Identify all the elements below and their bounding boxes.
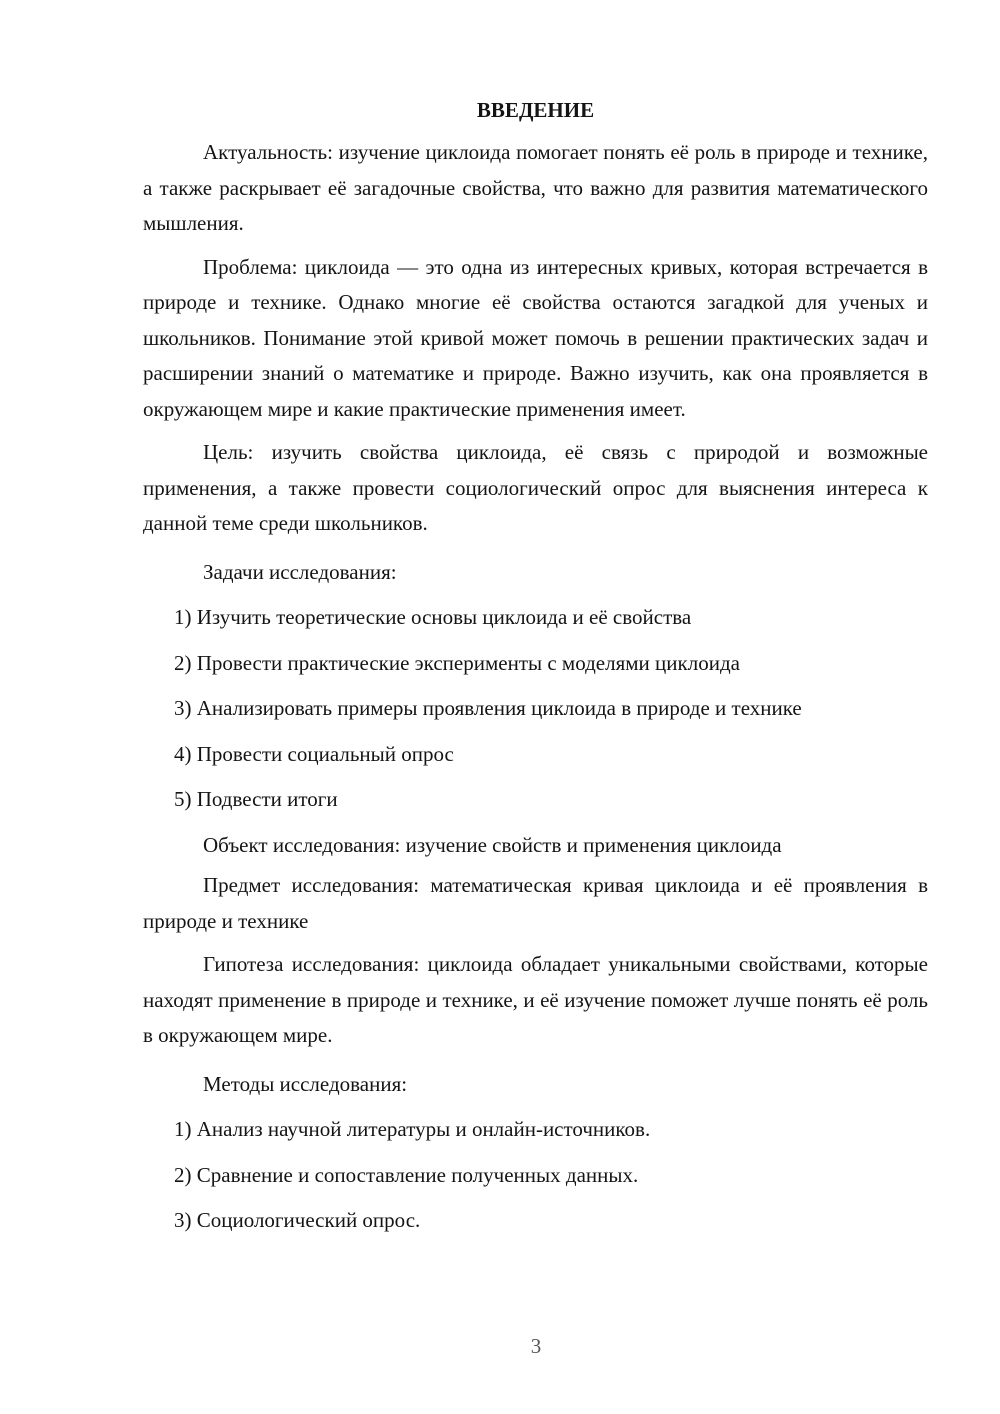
list-item: 3) Социологический опрос. <box>174 1208 421 1232</box>
list-item: 3) Анализировать примеры проявления циклоида в природе и технике <box>174 696 802 720</box>
list-item: 2) Сравнение и сопоставление полученных данных. <box>174 1162 639 1187</box>
list-item: 1) Изучить теоретические основы циклоида и её свойства <box>174 605 692 629</box>
section-title: ВВЕДЕНИЕ <box>476 98 595 122</box>
tasks-heading: Задачи исследования: <box>203 559 397 584</box>
goal-paragraph: Цель: изучить свойства циклоида, её связь с природой и возможные применения, а также провести социологический опрос для выяснения интереса к данной теме среди школьников. <box>143 440 928 535</box>
tasks-list <box>143 595 928 823</box>
methods-heading: Методы исследования: <box>203 1071 408 1096</box>
list-item: 2) Провести практические эксперименты с моделями циклоида <box>174 650 740 675</box>
list-item: 4) Провести социальный опрос <box>174 741 454 766</box>
relevance-paragraph: Актуальность: изучение циклоида помогает понять её роль в природе и технике, а также раскрывает её загадочные свойства, что важно для развития математического мышления. <box>143 140 928 235</box>
problem-paragraph: Проблема: циклоида — это одна из интересных кривых, которая встречается в природе и технике. Однако многие её свойства остаются загадкой для ученых и школьников. Понимание этой кривой может помочь в решении практических задач и расширении знаний о математике и природе. Важно изучить, как она проявляется в окружающем мире и какие практические применения имеет. <box>143 254 928 421</box>
object-paragraph: Объект исследования: изучение свойств и применения циклоида <box>203 832 782 857</box>
list-item: 1) Анализ научной литературы и онлайн-источников. <box>174 1117 651 1141</box>
methods-list <box>143 1107 928 1244</box>
list-item: 5) Подвести итоги <box>174 787 338 811</box>
page-number: 3 <box>530 1334 542 1358</box>
document-body <box>143 95 928 1244</box>
hypothesis-paragraph: Гипотеза исследования: циклоида обладает уникальными свойствами, которые находят применение в природе и технике, и её изучение поможет лучше понять её роль в окружающем мире. <box>143 952 928 1047</box>
subject-paragraph: Предмет исследования: математическая кривая циклоида и её проявления в природе и технике <box>143 873 928 933</box>
